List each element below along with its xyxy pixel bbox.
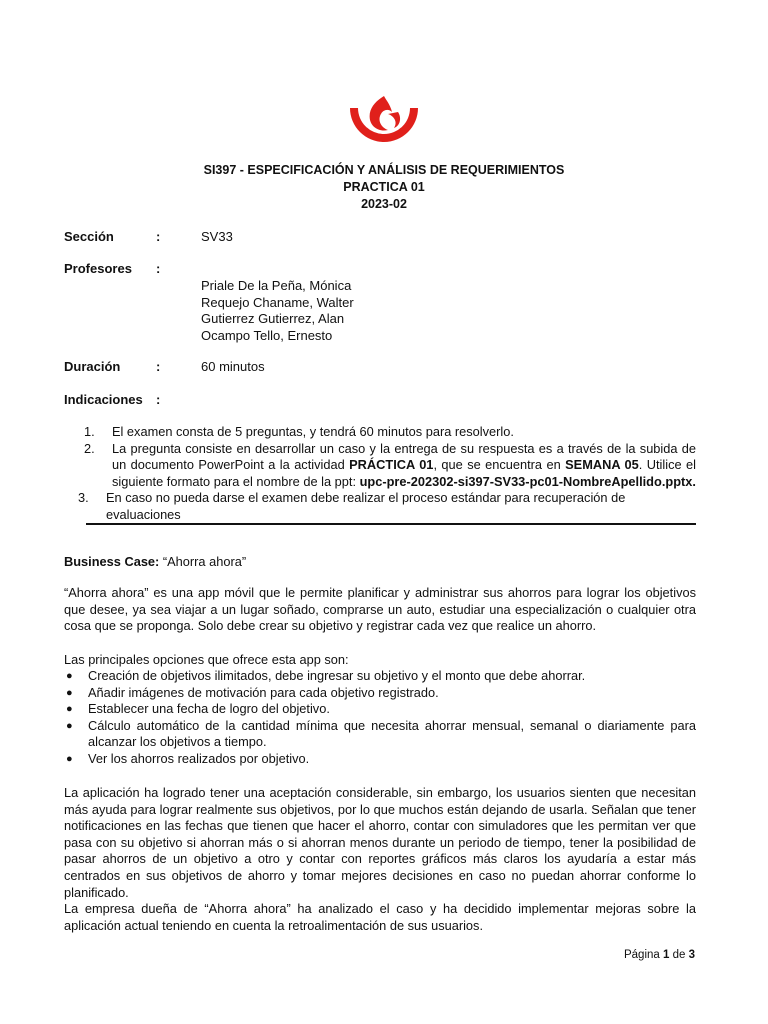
list-item-text: Establecer una fecha de logro del objetivo. xyxy=(88,701,330,717)
practice-title: PRACTICA 01 xyxy=(343,180,425,194)
indicacion-2 xyxy=(84,441,696,491)
list-item-text: Creación de objetivos ilimitados, debe ingresar su objetivo y el monto que debe ahorrar. xyxy=(88,668,586,683)
list-item xyxy=(64,668,696,685)
indicaciones-label: Indicaciones xyxy=(64,392,143,407)
indicacion-text: La pregunta consiste en desarrollar un caso y la entrega de su respuesta es a través de la subida de un documento PowerPoint a la actividad xyxy=(112,440,696,472)
business-case-heading xyxy=(64,554,696,571)
list-item xyxy=(64,718,696,751)
colon: : xyxy=(156,392,161,407)
document-header xyxy=(0,162,768,213)
divider xyxy=(86,523,696,525)
profesor-3: Gutierrez Gutierrez, Alan xyxy=(201,311,345,326)
indicaciones-list xyxy=(78,424,696,523)
indicacion-number: 3. xyxy=(78,490,89,505)
indicacion-text: . Utilice el siguiente formato para el nombre de la ppt: xyxy=(112,457,696,489)
profesor-1: Priale De la Peña, Mónica xyxy=(201,278,352,293)
indicacion-number: 2. xyxy=(84,440,95,456)
profesores-label: Profesores xyxy=(64,261,132,276)
bullet-icon: ● xyxy=(66,719,73,732)
list-item xyxy=(64,685,696,702)
indicacion-text: , que se encuentra en xyxy=(433,457,566,472)
seccion-value: SV33 xyxy=(201,229,233,244)
list-item-text: Ver los ahorros realizados por objetivo. xyxy=(88,750,310,766)
indicacion-3 xyxy=(78,490,696,523)
paragraph-1: “Ahorra ahora” es una app móvil que le permite planificar y administrar sus ahorros para lograr los objetivos que desee, ya sea viajar a un lugar soñado, comprarse un auto, estudiar una especialización o cualquier otra cosa que se proponga. Solo debe crear su objetivo y registrar cada vez que realice un ahorro. xyxy=(64,585,696,634)
page-of: de xyxy=(669,949,689,961)
page-number xyxy=(624,949,695,961)
bullet-icon: ● xyxy=(66,670,73,682)
file-format: upc-pre-202302-si397-SV33-pc01-NombreApellido.pptx. xyxy=(359,473,696,489)
activity-name: PRÁCTICA 01 xyxy=(349,457,434,472)
upc-logo-icon xyxy=(344,92,424,148)
bullet-icon: ● xyxy=(66,686,73,699)
colon: : xyxy=(156,229,161,244)
options-list xyxy=(64,668,696,768)
paragraph-2: La aplicación ha logrado tener una aceptación considerable, sin embargo, los usuarios sienten que necesitan más ayuda para lograr realmente sus objetivos, por lo que muchos están dejando de usarla. Señalan que tener notificaciones en las fechas que tienen que hacer el ahorro, contar con simuladores que les permitan ver que pasa con su objetivo si ahorran más o si ahorran menos durante un periodo de tiempo, tener la posibilidad de pasar ahorros de un objetivo a otro y contar con reportes gráficos más claros los ayudaría a estar más centrados en sus objetivos de ahorro y tomar mejores decisiones en caso no puedan ahorrar conforme lo planificado. xyxy=(64,785,696,900)
current-page: 1 xyxy=(663,949,670,961)
course-title: SI397 - ESPECIFICACIÓN Y ANÁLISIS DE REQUERIMIENTOS xyxy=(203,163,565,177)
colon: : xyxy=(156,261,161,276)
list-item xyxy=(64,701,696,718)
options-intro: Las principales opciones que ofrece esta app son: xyxy=(64,652,349,667)
business-case-label: Business Case: xyxy=(64,554,160,569)
week-name: SEMANA 05 xyxy=(565,457,639,472)
list-item-text: Añadir imágenes de motivación para cada objetivo registrado. xyxy=(88,684,439,700)
duracion-value: 60 minutos xyxy=(201,359,265,374)
list-item-text: Cálculo automático de la cantidad mínima que necesita ahorrar mensual, semanal o diariamente para alcanzar los objetivos a tiempo. xyxy=(88,717,696,750)
bullet-icon: ● xyxy=(66,703,73,716)
colon: : xyxy=(156,359,161,374)
seccion-label: Sección xyxy=(64,229,114,244)
indicacion-text: En caso no pueda darse el examen debe realizar el proceso estándar para recuperación de evaluaciones xyxy=(106,490,626,522)
indicacion-number: 1. xyxy=(84,424,95,439)
page-label: Página xyxy=(623,949,663,961)
profesor-2: Requejo Chaname, Walter xyxy=(201,294,354,310)
bullet-icon: ● xyxy=(66,752,73,765)
list-item xyxy=(64,751,696,768)
paragraph-3: La empresa dueña de “Ahorra ahora” ha analizado el caso y ha decidido implementar mejoras sobre la aplicación actual teniendo en cuenta la retroalimentación de sus usuarios. xyxy=(64,901,696,933)
indicacion-text: El examen consta de 5 preguntas, y tendrá 60 minutos para resolverlo. xyxy=(112,424,514,439)
term: 2023-02 xyxy=(361,197,407,211)
business-case-title: “Ahorra ahora” xyxy=(159,554,247,569)
duracion-label: Duración xyxy=(64,359,121,374)
indicacion-1 xyxy=(84,424,696,441)
total-pages: 3 xyxy=(688,949,695,961)
profesor-4: Ocampo Tello, Ernesto xyxy=(201,327,333,343)
